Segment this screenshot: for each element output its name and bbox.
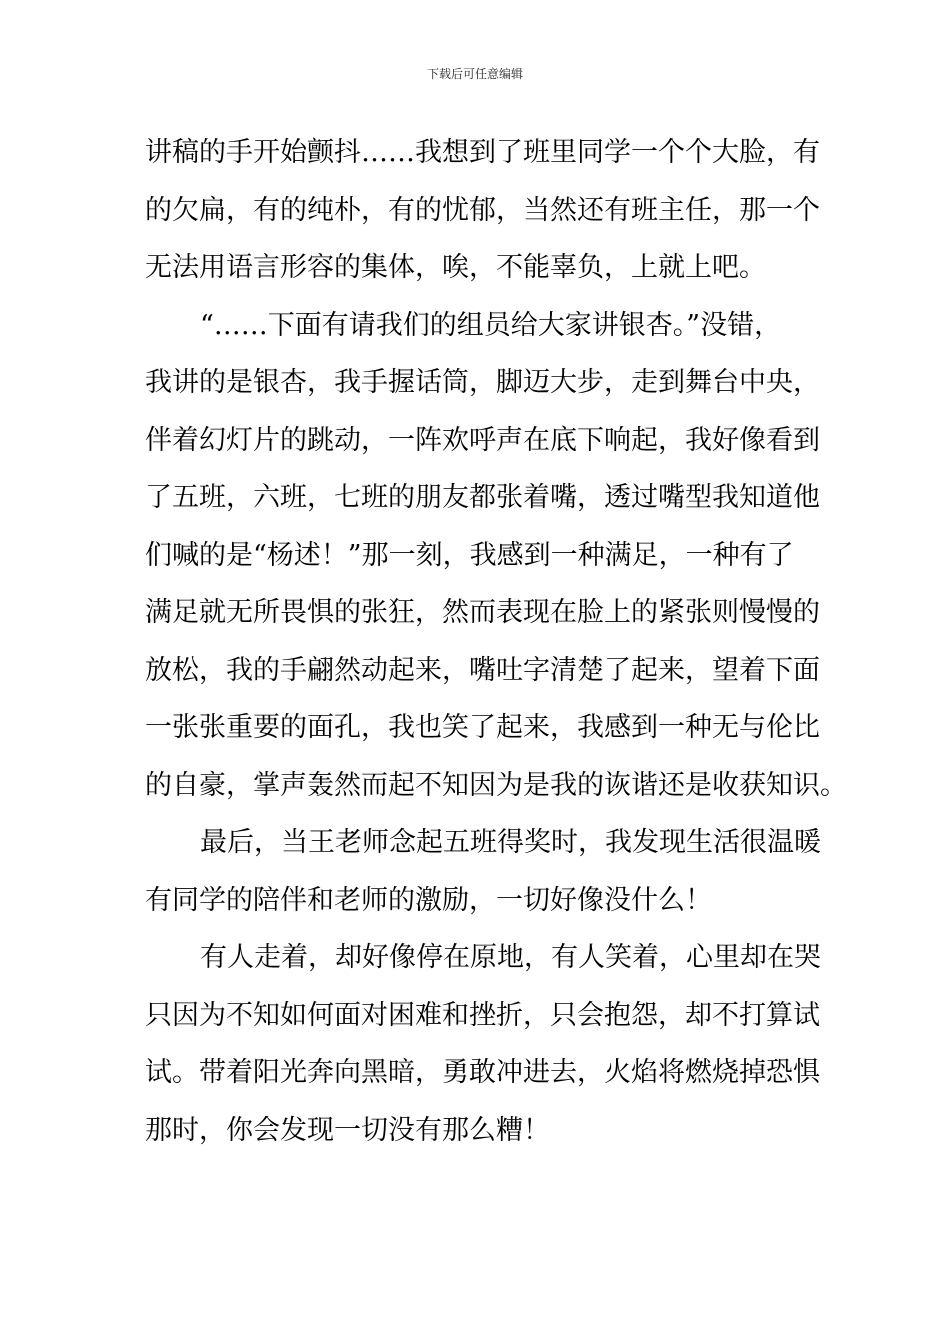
text-line: 试。带着阳光奔向黑暗，勇敢冲进去，火焰将燃烧掉恐惧 [145, 1057, 820, 1088]
text-line: 满足就无所畏惧的张狂，然而表现在脸上的紧张则慢慢的 [145, 597, 820, 628]
text-line: 一张张重要的面孔，我也笑了起来，我感到一种无与伦比 [145, 712, 820, 743]
page-header: 下载后可任意编辑 [426, 67, 523, 81]
text-line: 我讲的是银杏，我手握话筒，脚迈大步，走到舞台中央， [145, 367, 820, 398]
text-line: 无法用语言形容的集体，唉，不能辜负，上就上吧。 [145, 252, 766, 283]
paragraph-first-line: 最后，当王老师念起五班得奖时，我发现生活很温暖 [200, 827, 821, 858]
text-line: 的自豪，掌声轰然而起不知因为是我的诙谐还是收获知识。 [145, 770, 847, 801]
text-line: 放松，我的手翩然动起来，嘴吐字清楚了起来，望着下面 [145, 655, 820, 686]
text-line: 那时，你会发现一切没有那么糟！ [145, 1115, 550, 1146]
paragraph-first-line: 有人走着，却好像停在原地，有人笑着，心里却在哭 [200, 942, 821, 973]
text-line: 们喊的是“杨述！”那一刻，我感到一种满足，一种有了 [145, 540, 794, 571]
text-line: 讲稿的手开始颤抖……我想到了班里同学一个个大脸，有 [145, 137, 820, 168]
text-line: 的欠扁，有的纯朴，有的忧郁，当然还有班主任，那一个 [145, 195, 820, 226]
text-line: 只因为不知如何面对困难和挫折，只会抱怨，却不打算试 [145, 1000, 820, 1031]
text-line: 了五班，六班，七班的朋友都张着嘴，透过嘴型我知道他 [145, 482, 820, 513]
text-line: 伴着幻灯片的跳动，一阵欢呼声在底下响起，我好像看到 [145, 425, 820, 456]
text-line: 有同学的陪伴和老师的激励，一切好像没什么！ [145, 885, 712, 916]
paragraph-first-line: “……下面有请我们的组员给大家讲银杏。”没错， [200, 310, 782, 341]
